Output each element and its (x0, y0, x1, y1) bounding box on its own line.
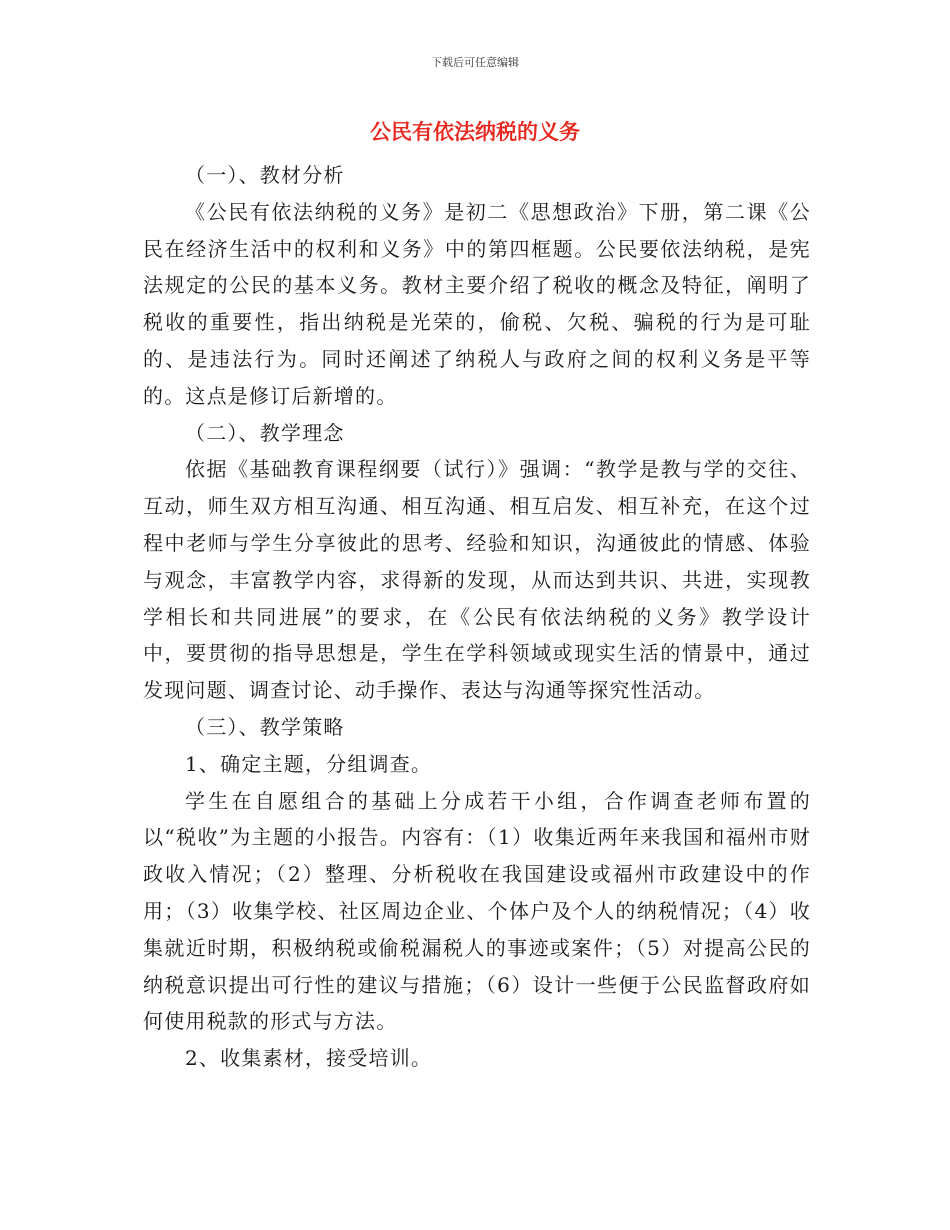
paragraph-group-survey: 学生在自愿组合的基础上分成若干小组，合作调查老师布置的以“税收”为主题的小报告。内容有：（1）收集近两年来我国和福州市财政收入情况；（2）整理、分析税收在我国建设或福州市政建设中的作用；（3）收集学校、社区周边企业、个体户及个人的纳税情况；（4）收集就近时期，积极纳税或偷税漏税人的事迹或案件；（5）对提高公民的纳税意识提出可行性的建议与措施；（6）设计一些便于公民监督政府如何使用税款的形式与方法。 (143, 788, 811, 1034)
subheading-step-1: 1、确定主题，分组调查。 (185, 751, 433, 776)
section-heading-1: （一）、教材分析 (185, 163, 345, 187)
paragraph-textbook-analysis: 《公民有依法纳税的义务》是初二《思想政治》下册，第二课《公民在经济生活中的权利和义务》中的第四框题。公民要依法纳税，是宪法规定的公民的基本义务。教材主要介绍了税收的概念及特征，阐明了税收的重要性，指出纳税是光荣的，偷税、欠税、骗税的行为是可耻的、是违法行为。同时还阐述了纳税人与政府之间的权利义务是平等的。这点是修订后新增的。 (143, 199, 811, 408)
page-header: 下载后可任意编辑 (431, 56, 519, 69)
document-title: 公民有依法纳税的义务 (370, 120, 580, 144)
section-heading-3: （三）、教学策略 (185, 714, 345, 739)
section-heading-2: （二）、教学理念 (185, 420, 345, 445)
document-body (143, 157, 811, 1077)
paragraph-teaching-philosophy: 依据《基础教育课程纲要（试行）》强调：“教学是教与学的交往、互动，师生双方相互沟通、相互沟通、相互启发、相互补充，在这个过程中老师与学生分享彼此的思考、经验和知识，沟通彼此的情感、体验与观念，丰富教学内容，求得新的发现，从而达到共识、共进，实现教学相长和共同进展”的要求，在《公民有依法纳税的义务》教学设计中，要贯彻的指导思想是，学生在学科领域或现实生活的情景中，通过发现问题、调查讨论、动手操作、表达与沟通等探究性活动。 (143, 457, 811, 703)
subheading-step-2: 2、收集素材，接受培训。 (185, 1046, 433, 1071)
